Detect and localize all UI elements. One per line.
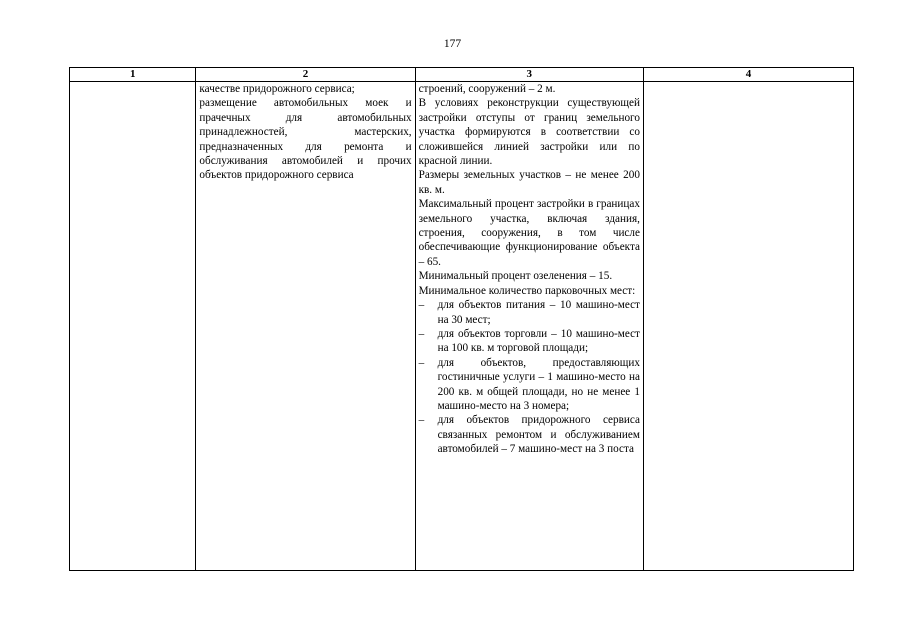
parking-requirements-list xyxy=(419,298,640,456)
table-row xyxy=(70,82,854,571)
list-item xyxy=(419,298,640,327)
paragraph: качестве придорожного сервиса; xyxy=(199,83,355,95)
list-item xyxy=(419,356,640,414)
paragraph: В условиях реконструкции существующей застройки отступы от границ земельного участка формируются в соответствии со сложившейся линией застройки или по красной линии. xyxy=(418,97,640,168)
dash-marker: – xyxy=(418,327,425,340)
list-item-text: для объектов торговли – 10 машино-мест на 100 кв. м торговой площади; xyxy=(437,327,640,355)
dash-marker: – xyxy=(418,356,425,369)
paragraph: Минимальный процент озеленения – 15. xyxy=(418,270,613,283)
column-header-4: 4 xyxy=(643,68,853,82)
paragraph: Размеры земельных участков – не менее 200 кв. м. xyxy=(418,169,640,196)
column-header-2: 2 xyxy=(196,68,415,82)
page-number: 177 xyxy=(443,38,462,50)
cell-column-2 xyxy=(196,82,415,571)
table-header-row xyxy=(70,68,854,82)
paragraph: размещение автомобильных моек и прачечных для автомобильных принадлежностей, мастерских, предназначенных для ремонта и обслуживания автомобилей и прочих объектов придорожного сервиса xyxy=(199,97,412,182)
cell-column-3 xyxy=(415,82,643,571)
paragraph: Максимальный процент застройки в границах земельного участка, включая здания, строения, сооружения, в том числе обеспечивающие функционирование объекта – 65. xyxy=(418,198,640,268)
paragraph: строений, сооружений – 2 м. xyxy=(418,83,556,95)
list-item xyxy=(419,413,640,456)
cell-column-4 xyxy=(643,82,853,571)
dash-marker: – xyxy=(418,299,425,312)
list-item-text: для объектов придорожного сервиса связанных ремонтом и обслуживанием автомобилей – 7 машино-мест на 3 поста xyxy=(437,414,640,456)
paragraph: Минимальное количество парковочных мест: xyxy=(418,284,636,297)
column-header-1: 1 xyxy=(70,68,196,82)
dash-marker: – xyxy=(418,414,425,427)
cell-column-1 xyxy=(70,82,196,571)
list-item xyxy=(419,327,640,356)
list-item-text: для объектов, предоставляющих гостиничные услуги – 1 машино-место на 200 кв. м общей площади, но не менее 1 машино-место на 3 номера; xyxy=(437,356,640,412)
regulations-table xyxy=(69,67,854,571)
column-header-3: 3 xyxy=(415,68,643,82)
list-item-text: для объектов питания – 10 машино-мест на 30 мест; xyxy=(437,299,640,326)
